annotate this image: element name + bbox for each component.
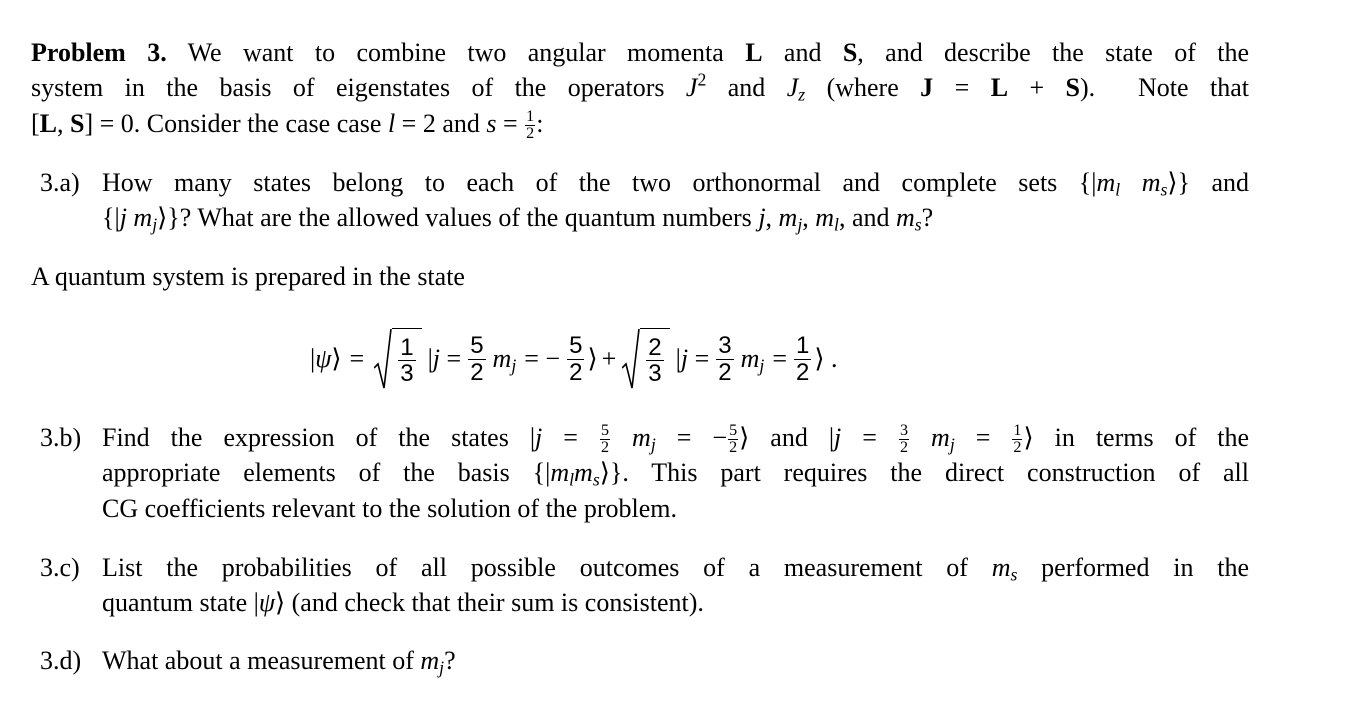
part-a-line-1: How many states belong to each of the two orthonormal and complete sets {$|m_l$ $m_s⟩$} and: [102, 168, 1250, 200]
problem-line-2: system in the basis of eigenstates of the operators $J^2$ and $J_z$ (where J = L + S). Note that: [31, 69, 1249, 105]
sqrt-one-third: 1 3: [374, 328, 421, 390]
part-d-label: 3.d): [40, 646, 82, 675]
part-a-label: 3.a): [40, 168, 80, 197]
part-b-line-1: Find the expression of the states |j = $\frac{5}{2}$ $m_j$ = − $\frac{5}{2}$ ⟩ and |j = $\frac{3}{2}$ $m_j$ = $\frac{1}{2}$ ⟩ in terms of the: [102, 421, 1250, 456]
problem-line-1: Problem 3. We want to combine two angular momenta L and S, and describe the state of the: [31, 38, 1249, 67]
part-a-line-2: {|j $m_j⟩$}? What are the allowed values of the quantum numbers j, $m_j$, $m_l$, and $m_s$?: [102, 203, 934, 235]
part-b-label: 3.b): [40, 423, 82, 452]
problem-label: Problem 3.: [31, 38, 167, 67]
sqrt-two-thirds: 2 3: [622, 328, 669, 390]
part-c-label: 3.c): [40, 553, 80, 582]
part-c-line-2: quantum state |ψ⟩ (and check that their sum is consistent).: [102, 588, 704, 617]
state-intro: A quantum system is prepared in the state: [31, 262, 465, 291]
problem-line-3: [L, S] = 0. Consider the case case l = 2 and s = $\frac{1}{2}$ :: [31, 107, 544, 142]
part-b-line-3: CG coefficients relevant to the solution of the problem.: [102, 494, 677, 523]
state-equation: |ψ⟩ = 1 3 |j = $\frac{5}{2}$ $m_j$ = − $\frac{5}{2}$ ⟩ + 2 3 |j = $\frac{3}{2}$ $m_j$ = $\frac{1}{2}$ ⟩ .: [310, 324, 838, 394]
part-b-line-2: appropriate elements of the basis $\{|m_lm_s⟩\}$. This part requires the direct construction of all: [102, 458, 1249, 490]
part-c-line-1: List the probabilities of all possible outcomes of a measurement of $m_s$ performed in the: [102, 553, 1250, 585]
part-d-line-1: What about a measurement of $m_j$?: [102, 646, 456, 678]
